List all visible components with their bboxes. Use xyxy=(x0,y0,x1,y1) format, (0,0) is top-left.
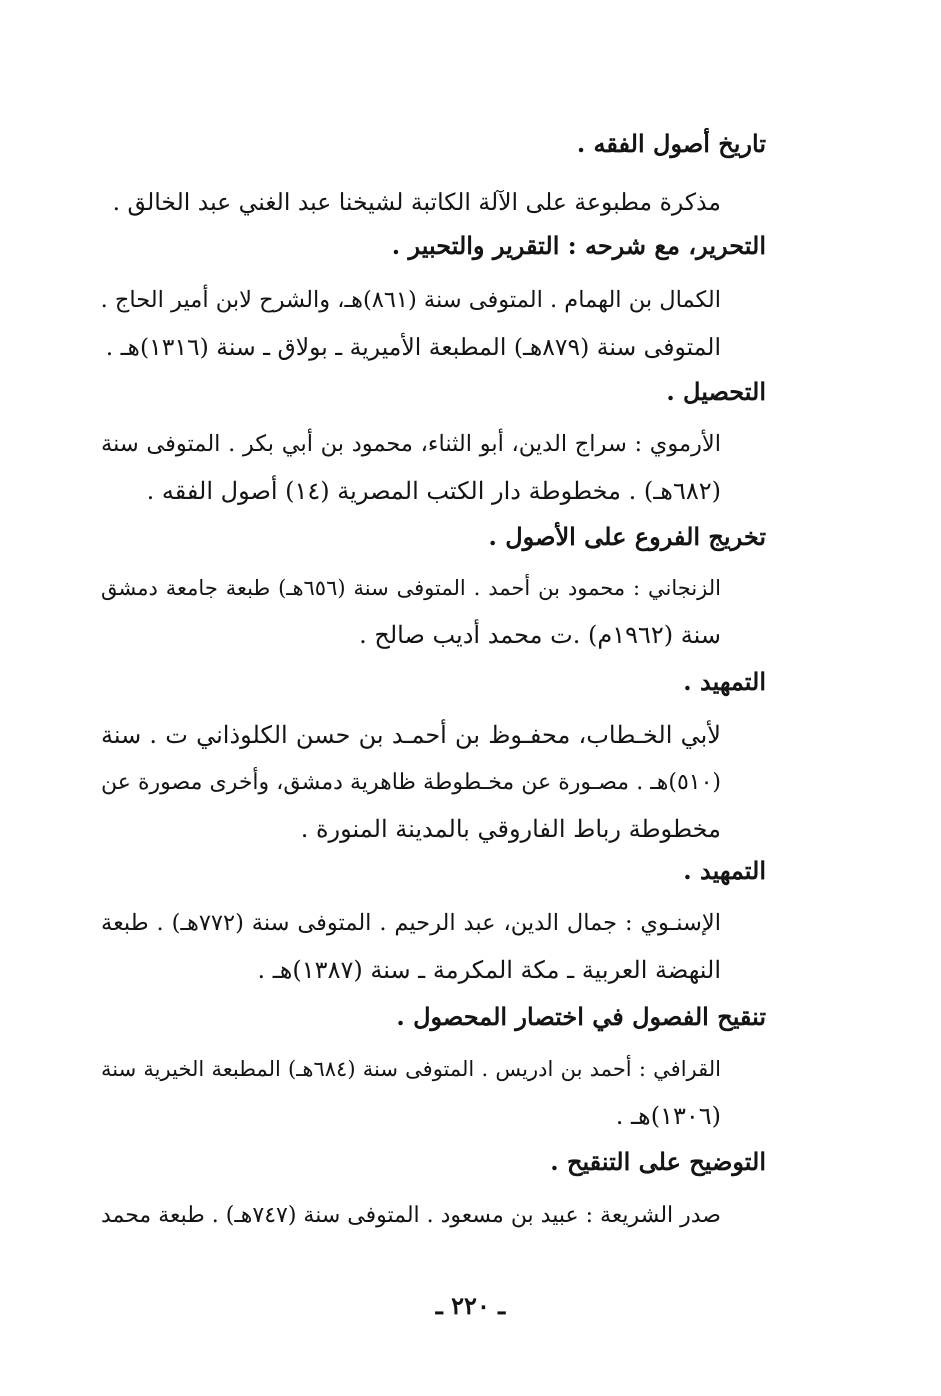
entry-line: مخطوطة رباط الفاروقي بالمدينة المنورة . xyxy=(300,815,721,843)
entry-line: النهضة العربية ـ مكة المكرمة ـ سنة (١٣٨٧)هـ . xyxy=(257,956,721,984)
entry-title: التحصيل . xyxy=(666,377,766,406)
entry-line: الإسنـوي : جمال الدين، عبد الرحيم . المتوفى سنة (٧٧٢هـ) . طبعة xyxy=(101,910,721,936)
entry-body xyxy=(101,1192,721,1239)
entry-line: لأبي الخـطاب، محفـوظ بن أحمـد بن حسن الكلوذاني ت . سنة xyxy=(101,721,721,749)
entry-body xyxy=(101,565,721,659)
entry-body xyxy=(101,1046,721,1140)
entry-body xyxy=(101,179,721,226)
entry-title: تاريخ أصول الفقه . xyxy=(576,129,766,158)
entry-title: التمهيد . xyxy=(683,667,766,696)
entry-body xyxy=(101,421,721,515)
page-number: ـ ٢٢٠ ـ xyxy=(435,1291,506,1320)
entry-body xyxy=(101,712,721,853)
entry-body xyxy=(101,900,721,994)
entry-title: تخريج الفروع على الأصول . xyxy=(488,522,766,551)
entry-line: (١٣٠٦)هـ . xyxy=(615,1102,721,1130)
entry-line: المتوفى سنة (٨٧٩هـ) المطبعة الأميرية ـ بولاق ـ سنة (١٣١٦)هـ . xyxy=(105,333,721,361)
entry-body xyxy=(101,277,721,371)
entry-line: الأرموي : سراج الدين، أبو الثناء، محمود بن أبي بكر . المتوفى سنة xyxy=(101,431,721,457)
entry-line: مذكرة مطبوعة على الآلة الكاتبة لشيخنا عبد الغني عبد الخالق . xyxy=(112,188,721,216)
entry-title: التوضيح على التنقيح . xyxy=(550,1147,766,1176)
entry-title: التمهيد . xyxy=(683,856,766,885)
entry-line: (٦٨٢هـ) . مخطوطة دار الكتب المصرية (١٤) أصول الفقه . xyxy=(146,477,721,505)
entry-line: الزنجاني : محمود بن أحمد . المتوفى سنة (٦٥٦هـ) طبعة جامعة دمشق xyxy=(101,576,721,600)
entry-line: سنة (١٩٦٢م) .ت محمد أديب صالح . xyxy=(359,621,721,649)
entry-line: القرافي : أحمد بن ادريس . المتوفى سنة (٦٨٤هـ) المطبعة الخيرية سنة xyxy=(101,1057,722,1081)
entry-title: تنقيح الفصول في اختصار المحصول . xyxy=(396,1002,766,1031)
entry-line: صدر الشريعة : عبيد بن مسعود . المتوفى سنة (٧٤٧هـ) . طبعة محمد xyxy=(100,1203,721,1228)
entry-line: (٥١٠)هـ . مصـورة عن مخـطوطة ظاهرية دمشق، وأخرى مصورة عن xyxy=(101,770,721,795)
entry-title: التحرير، مع شرحه : التقرير والتحبير . xyxy=(391,231,766,260)
entry-line: الكمال بن الهمام . المتوفى سنة (٨٦١)هـ، والشرح لابن أمير الحاج . xyxy=(100,287,721,313)
